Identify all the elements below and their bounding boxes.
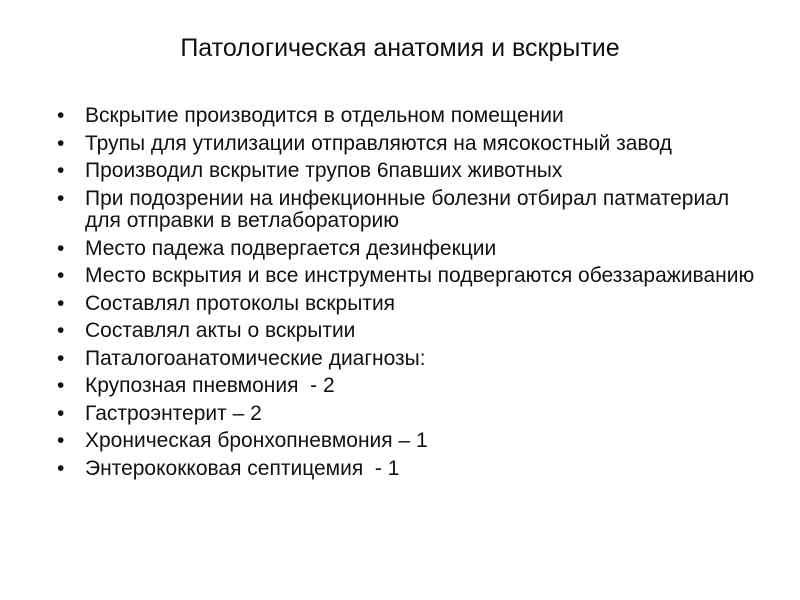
bullet-marker: • <box>57 159 65 182</box>
bullet-marker: • <box>57 346 65 370</box>
bullet-item <box>57 458 757 481</box>
bullet-marker: • <box>57 401 65 425</box>
bullet-text: Трупы для утилизации отправляются на мясокостный завод <box>85 131 672 155</box>
bullet-text: Гастроэнтерит – 2 <box>85 401 262 425</box>
bullet-text: Составлял акты о вскрытии <box>85 319 356 342</box>
bullet-item <box>57 160 757 183</box>
bullet-text: Место вскрытия и все инструменты подвергаются обеззараживанию <box>85 264 755 287</box>
bullet-text: Составлял протоколы вскрытия <box>85 291 396 315</box>
bullet-item <box>57 375 757 398</box>
bullet-marker: • <box>57 429 65 452</box>
bullet-text: Место падежа подвергается дезинфекции <box>85 236 497 260</box>
bullet-item <box>57 238 757 261</box>
bullet-marker: • <box>57 291 65 315</box>
bullet-text: Производил вскрытие трупов 6павших животных <box>85 159 563 182</box>
bullet-item <box>57 105 757 128</box>
bullet-text: Хроническая бронхопневмония – 1 <box>85 429 428 452</box>
bullet-marker: • <box>57 236 65 260</box>
bullet-marker: • <box>57 186 65 210</box>
bullet-marker: • <box>57 264 65 287</box>
bullet-text: При подозрении на инфекционные болезни отбирал патматериал для отправки в ветлабораторию <box>85 186 730 232</box>
bullet-item <box>57 348 757 371</box>
bullet-text: Паталогоанатомические диагнозы: <box>85 346 426 370</box>
bullet-text: Энтерококковая септицемия - 1 <box>85 456 400 480</box>
slide-title: Патологическая анатомия и вскрытие <box>180 34 620 62</box>
bullet-marker: • <box>57 104 65 127</box>
bullet-item <box>57 188 757 233</box>
bullet-item <box>57 320 757 343</box>
bullet-item <box>57 293 757 316</box>
bullet-marker: • <box>57 131 65 155</box>
bullet-marker: • <box>57 319 65 342</box>
bullet-marker: • <box>57 374 65 397</box>
bullet-list <box>57 105 757 485</box>
bullet-marker: • <box>57 456 65 480</box>
bullet-item <box>57 265 757 288</box>
bullet-text: Крупозная пневмония - 2 <box>85 374 335 397</box>
bullet-item <box>57 133 757 156</box>
bullet-item <box>57 430 757 453</box>
bullet-item <box>57 403 757 426</box>
bullet-text: Вскрытие производится в отдельном помещении <box>85 104 564 127</box>
